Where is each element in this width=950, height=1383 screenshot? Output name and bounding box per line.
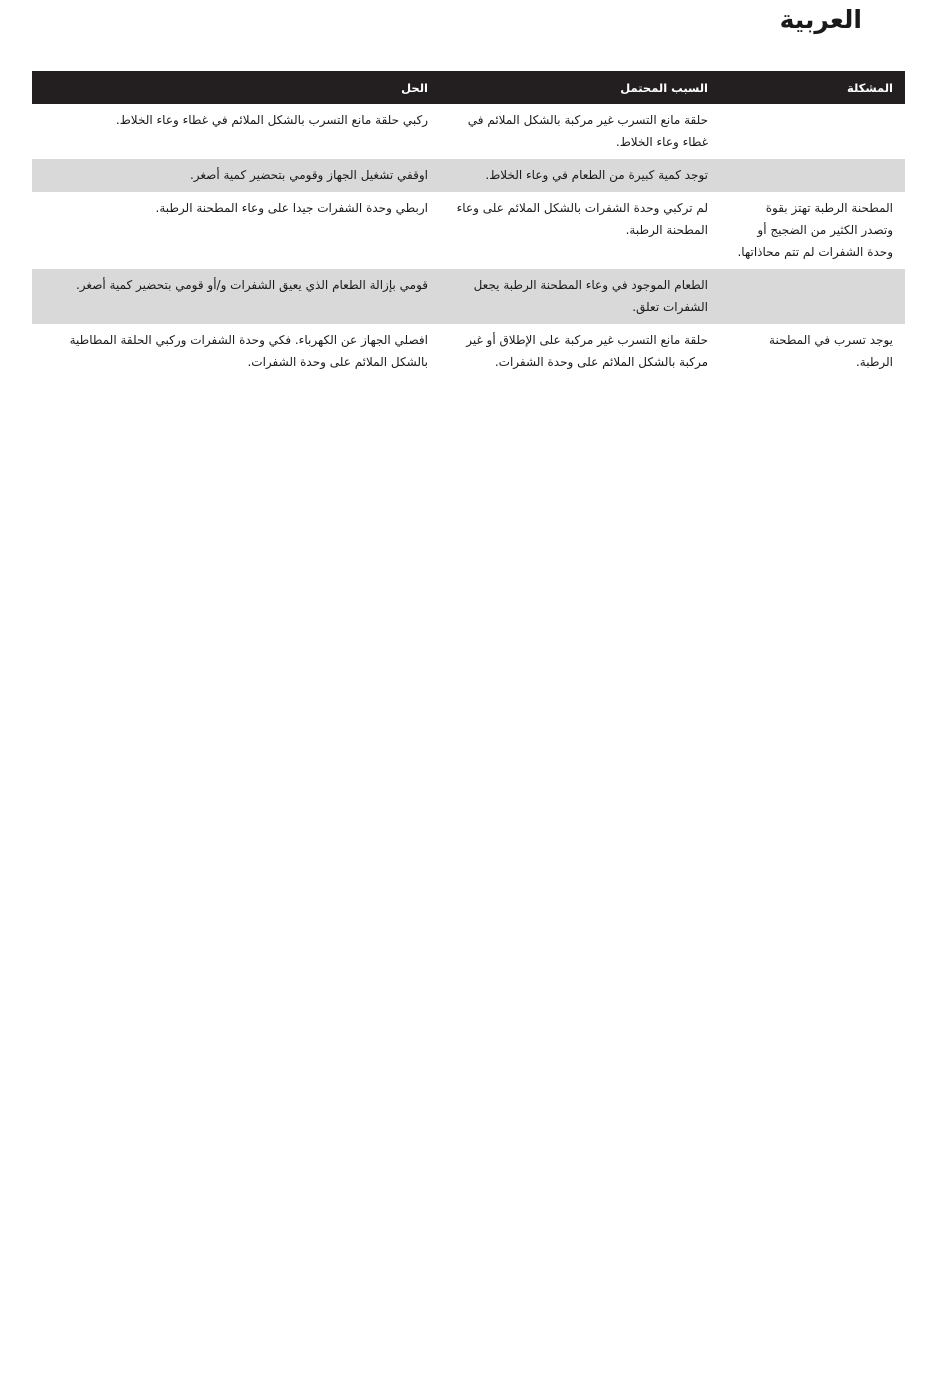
solution-cell: ركبي حلقة مانع التسرب بالشكل الملائم في غطاء وعاء الخلاط. bbox=[115, 113, 428, 127]
cause-cell: حلقة مانع التسرب غير مركبة على الإطلاق أو غير مركبة بالشكل الملائم على وحدة الشفرات. bbox=[466, 333, 708, 369]
table-row bbox=[32, 192, 905, 269]
table-row bbox=[32, 159, 905, 192]
table-row bbox=[32, 104, 905, 159]
table-row bbox=[32, 324, 905, 379]
header-problem: المشكلة bbox=[720, 71, 905, 104]
solution-cell: اوقفي تشغيل الجهاز وقومي بتحضير كمية أصغر. bbox=[32, 159, 440, 192]
header-solution: الحل bbox=[32, 71, 440, 104]
problem-cell: المطحنة الرطبة تهتز بقوة وتصدر الكثير من الضجيج أو وحدة الشفرات لم تتم محاذاتها. bbox=[737, 201, 893, 259]
page-title: العربية bbox=[779, 5, 862, 34]
solution-cell: افصلي الجهاز عن الكهرباء. فكي وحدة الشفرات وركبي الحلقة المطاطية بالشكل الملائم على وحدة الشفرات. bbox=[69, 333, 428, 369]
troubleshooting-table bbox=[32, 71, 905, 379]
problem-cell bbox=[720, 104, 905, 159]
table-row bbox=[32, 269, 905, 324]
problem-cell bbox=[720, 159, 905, 192]
cause-cell: الطعام الموجود في وعاء المطحنة الرطبة يجعل الشفرات تعلق. bbox=[440, 269, 720, 324]
solution-cell: قومي بإزالة الطعام الذي يعيق الشفرات و/أو قومي بتحضير كمية أصغر. bbox=[32, 269, 440, 324]
problem-cell: يوجد تسرب في المطحنة الرطبة. bbox=[769, 333, 893, 369]
table-header-row bbox=[32, 71, 905, 104]
cause-cell: حلقة مانع التسرب غير مركبة بالشكل الملائم في غطاء وعاء الخلاط. bbox=[467, 113, 708, 149]
header-cause: السبب المحتمل bbox=[440, 71, 720, 104]
problem-cell bbox=[720, 269, 905, 324]
solution-cell: اربطي وحدة الشفرات جيدا على وعاء المطحنة الرطبة. bbox=[155, 201, 428, 215]
cause-cell: لم تركبي وحدة الشفرات بالشكل الملائم على وعاء المطحنة الرطبة. bbox=[456, 201, 708, 237]
cause-cell: توجد كمية كبيرة من الطعام في وعاء الخلاط. bbox=[440, 159, 720, 192]
